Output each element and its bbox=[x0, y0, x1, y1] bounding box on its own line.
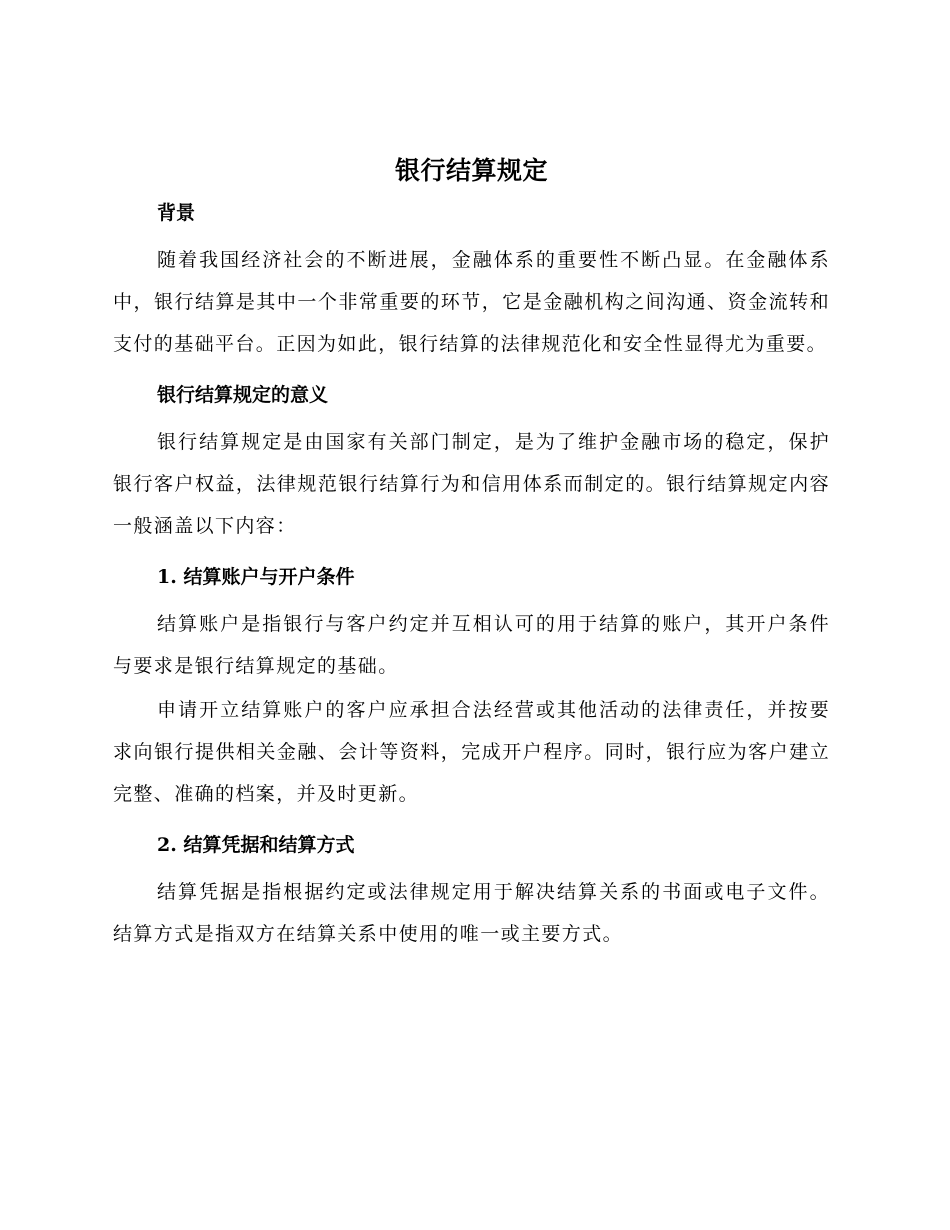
section-heading-accounts: 1. 结算账户与开户条件 bbox=[157, 566, 355, 588]
spacer bbox=[113, 547, 830, 563]
document-body bbox=[113, 145, 830, 955]
paragraph-significance: 银行结算规定是由国家有关部门制定，是为了维护金融市场的稳定，保护银行客户权益，法律规范银行结算行为和信用体系而制定的。银行结算规定内容一般涵盖以下内容： bbox=[113, 431, 830, 537]
section-heading-significance: 银行结算规定的意义 bbox=[157, 384, 329, 406]
spacer bbox=[113, 859, 830, 871]
paragraph-accounts-1: 结算账户是指银行与客户约定并互相认可的用于结算的账户，其开户条件与要求是银行结算规定的基础。 bbox=[113, 613, 830, 677]
spacer bbox=[113, 591, 830, 603]
paragraph-accounts-2: 申请开立结算账户的客户应承担合法经营或其他活动的法律责任，并按要求向银行提供相关金融、会计等资料，完成开户程序。同时，银行应为客户建立完整、准确的档案，并及时更新。 bbox=[113, 699, 830, 805]
section-heading-vouchers: 2. 结算凭据和结算方式 bbox=[157, 834, 355, 856]
paragraph-background: 随着我国经济社会的不断进展，金融体系的重要性不断凸显。在金融体系中，银行结算是其中一个非常重要的环节，它是金融机构之间沟通、资金流转和支付的基础平台。正因为如此，银行结算的法律规范化和安全性显得尤为重要。 bbox=[113, 249, 830, 355]
section-heading-background: 背景 bbox=[157, 202, 196, 224]
paragraph-vouchers: 结算凭据是指根据约定或法律规定用于解决结算关系的书面或电子文件。结算方式是指双方在结算关系中使用的唯一或主要方式。 bbox=[113, 881, 830, 945]
spacer bbox=[113, 365, 830, 381]
spacer bbox=[113, 409, 830, 421]
spacer bbox=[113, 227, 830, 239]
document-title: 银行结算规定 bbox=[394, 156, 548, 185]
spacer bbox=[113, 815, 830, 831]
